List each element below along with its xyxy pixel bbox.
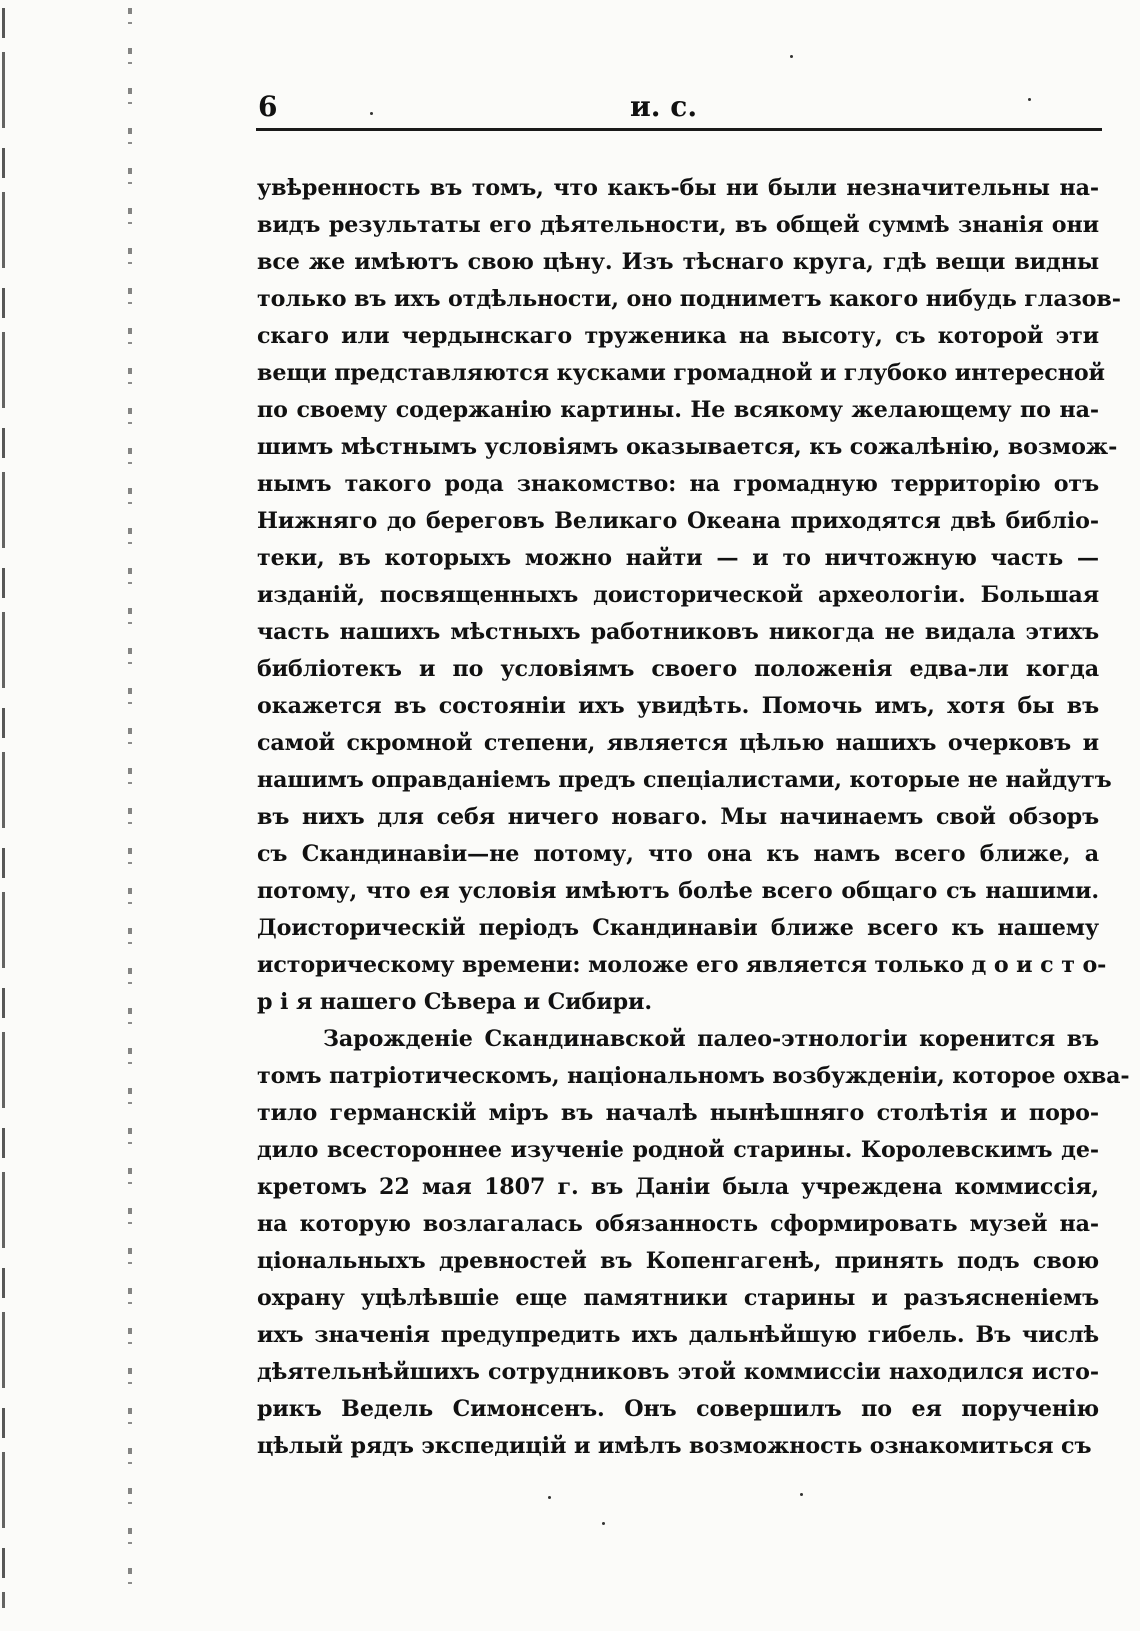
text-line: историческому времени: моложе его является только д о и с т о- <box>257 952 1107 978</box>
text-line: на которую возлагалась обязанность сформировать музей на- <box>257 1211 1099 1237</box>
text-line: въ нихъ для себя ничего новаго. Мы начинаемъ свой обзоръ <box>257 804 1099 830</box>
text-line: съ Скандинавіи—не потому, что она къ намъ всего ближе, а <box>257 841 1099 867</box>
text-line: р і я нашего Сѣвера и Сибири. <box>257 989 652 1015</box>
text-line: томъ патріотическомъ, національномъ возбужденіи, которое охва- <box>257 1063 1130 1089</box>
text-line: шимъ мѣстнымъ условіямъ оказывается, къ сожалѣнію, возмож- <box>257 434 1118 460</box>
text-line: библіотекъ и по условіямъ своего положенія едва-ли когда <box>257 656 1099 682</box>
scan-left-edge <box>2 8 5 1608</box>
text-line: теки, въ которыхъ можно найти — и то ничтожную часть — <box>257 545 1099 571</box>
text-line: видъ результаты его дѣятельности, въ общей суммѣ знанія они <box>257 212 1099 238</box>
page-number: 6 <box>258 90 278 123</box>
text-line: дѣятельнѣйшихъ сотрудниковъ этой коммиссіи находился исто- <box>257 1359 1099 1385</box>
text-line: потому, что ея условія имѣютъ болѣе всего общаго съ нашими. <box>257 878 1099 904</box>
page-header <box>258 90 1102 124</box>
text-line: самой скромной степени, является цѣлью нашихъ очерковъ и <box>257 730 1099 756</box>
text-line: цѣлый рядъ экспедицій и имѣлъ возможность ознакомиться съ <box>257 1433 1092 1459</box>
text-line: кретомъ 22 мая 1807 г. въ Даніи была учреждена коммиссія, <box>257 1174 1099 1200</box>
text-line: рикъ Ведель Симонсенъ. Онъ совершилъ по ея порученію <box>257 1396 1099 1422</box>
text-line: ціональныхъ древностей въ Копенгагенѣ, принять подъ свою <box>257 1248 1099 1274</box>
text-line: Нижняго до береговъ Великаго Океана приходятся двѣ библіо- <box>257 508 1099 534</box>
paragraph <box>257 170 1121 1021</box>
running-title: и. с. <box>630 90 698 123</box>
text-line: окажется въ состояніи ихъ увидѣть. Помочь имъ, хотя бы въ <box>257 693 1099 719</box>
text-line: нымъ такого рода знакомство: на громадную территорію отъ <box>257 471 1099 497</box>
text-line: увѣренность въ томъ, что какъ-бы ни были незначительны на- <box>257 175 1099 201</box>
text-line: нашимъ оправданіемъ предъ спеціалистами, которые не найдутъ <box>257 767 1112 793</box>
paragraph <box>257 1021 1130 1465</box>
text-line: только въ ихъ отдѣльности, оно подниметъ какого нибудь глазов- <box>257 286 1121 312</box>
text-line: охрану уцѣлѣвшіе еще памятники старины и разъясненіемъ <box>257 1285 1099 1311</box>
text-line: изданій, посвященныхъ доисторической археологіи. Большая <box>257 582 1099 608</box>
text-line: тило германскій міръ въ началѣ нынѣшняго столѣтія и поро- <box>257 1100 1099 1126</box>
scan-binding-edge <box>128 8 132 1608</box>
header-rule <box>256 128 1102 131</box>
scan-speck <box>790 55 793 58</box>
text-line: часть нашихъ мѣстныхъ работниковъ никогда не видала этихъ <box>257 619 1099 645</box>
body-text <box>257 170 1130 1465</box>
text-line: вещи представляются кусками громадной и глубоко интересной <box>257 360 1105 386</box>
scan-speck <box>548 1496 551 1499</box>
scan-speck <box>1028 98 1031 101</box>
text-line: скаго или чердынскаго труженика на высоту, съ которой эти <box>257 323 1099 349</box>
scan-speck <box>602 1522 605 1525</box>
text-line: Доисторическій періодъ Скандинавіи ближе всего къ нашему <box>257 915 1099 941</box>
text-line: все же имѣютъ свою цѣну. Изъ тѣснаго круга, гдѣ вещи видны <box>257 249 1099 275</box>
text-line: Зарожденіе Скандинавской палео-этнологіи коренится въ <box>323 1026 1099 1052</box>
text-line: по своему содержанію картины. Не всякому желающему по на- <box>257 397 1099 423</box>
text-line: дило всестороннее изученіе родной старины. Королевскимъ де- <box>257 1137 1099 1163</box>
scan-speck <box>800 1493 803 1496</box>
scan-speck <box>370 112 373 115</box>
text-line: ихъ значенія предупредить ихъ дальнѣйшую гибель. Въ числѣ <box>257 1322 1099 1348</box>
